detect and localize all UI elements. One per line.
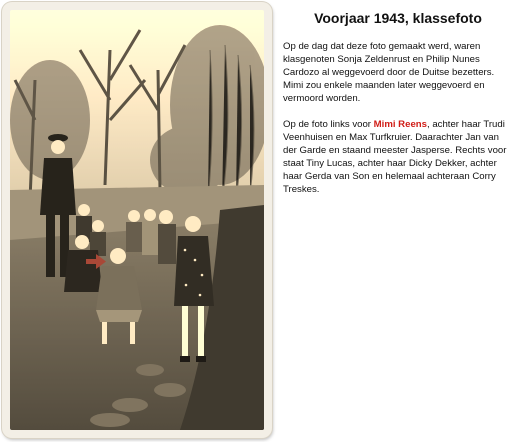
class-photo — [10, 10, 264, 430]
paragraph-intro: Op de dag dat deze foto gemaakt werd, waren klasgenoten Sonja Zeldenrust en Philip Nunes Cardozo al weggevoerd door de Duitse bezetters. Mimi zou enkele maanden later weggevoerd en vermoord worden. — [283, 41, 495, 104]
photo-card — [2, 2, 272, 438]
page-title: Voorjaar 1943, klassefoto — [314, 10, 482, 26]
paragraph-part-before: Op de foto links voor — [283, 119, 374, 130]
class-photo-illustration — [10, 10, 264, 430]
paragraph-photo-description — [283, 118, 513, 196]
caption-panel — [283, 8, 513, 209]
highlighted-name: Mimi Reens — [373, 119, 427, 130]
paragraph-part-after: , achter haar Trudi Veenhuisen en Max Turfkruier. Daarachter Jan van der Garde en staand meester Jasperse. Rechts voor staat Tiny Lucas, achter haar Dicky Dekker, achter haar Gerda van Son en helemaal achteraan Corry Treskes. — [283, 119, 507, 195]
